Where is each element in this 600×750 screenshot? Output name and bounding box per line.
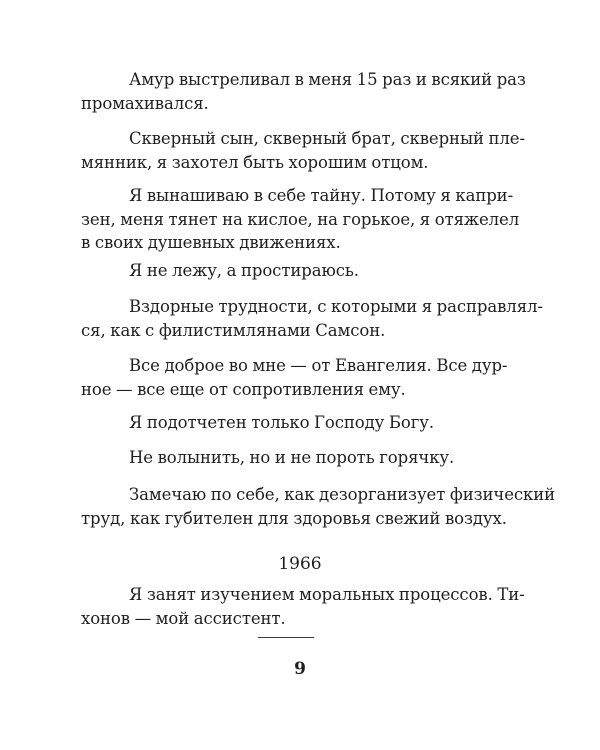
text-line: Все доброе во мне — от Евангелия. Все дур- <box>129 356 508 375</box>
text-line: Вздорные трудности, с которыми я расправлял- <box>129 297 543 316</box>
text-line: в своих душевных движениях. <box>81 233 341 252</box>
paragraph-2 <box>81 127 525 174</box>
text-line: Амур выстреливал в меня 15 раз и всякий раз <box>129 70 526 89</box>
text-line: промахивался. <box>81 93 209 113</box>
text-line: ся, как с филистимлянами Самсон. <box>81 320 386 340</box>
text-line: мянник, я захотел быть хорошим отцом. <box>81 152 429 172</box>
text-line: хонов — мой ассистент. <box>81 608 286 628</box>
paragraph-9 <box>81 483 556 530</box>
paragraph-6 <box>81 354 508 401</box>
text-line: зен, меня тянет на кислое, на горькое, я отяжелел <box>81 209 520 229</box>
paragraph-10 <box>81 583 525 630</box>
text-line: Замечаю по себе, как дезорганизует физический <box>129 485 556 504</box>
text-line: Я подотчетен только Господу Богу. <box>129 413 435 432</box>
paragraph-7 <box>105 411 485 435</box>
paragraph-4 <box>105 259 485 283</box>
paragraph-3 <box>81 184 520 255</box>
footer-divider <box>258 637 314 638</box>
text-line: Я вынашиваю в себе тайну. Потому я капри- <box>129 186 514 205</box>
paragraph-5 <box>81 295 543 342</box>
text-line: Я занят изучением моральных процессов. Ти- <box>129 585 525 604</box>
year-heading: 1966 <box>278 554 322 574</box>
paragraph-8 <box>105 446 485 470</box>
text-line: Скверный сын, скверный брат, скверный пле- <box>129 129 525 148</box>
text-line: труд, как губителен для здоровья свежий воздух. <box>81 508 507 528</box>
paragraph-1 <box>81 68 526 115</box>
text-line: ное — все еще от сопротивления ему. <box>81 379 406 399</box>
text-line: Не волынить, но и не пороть горячку. <box>129 448 455 467</box>
text-line: Я не лежу, а простираюсь. <box>129 261 359 280</box>
page-number: 9 <box>294 659 306 679</box>
